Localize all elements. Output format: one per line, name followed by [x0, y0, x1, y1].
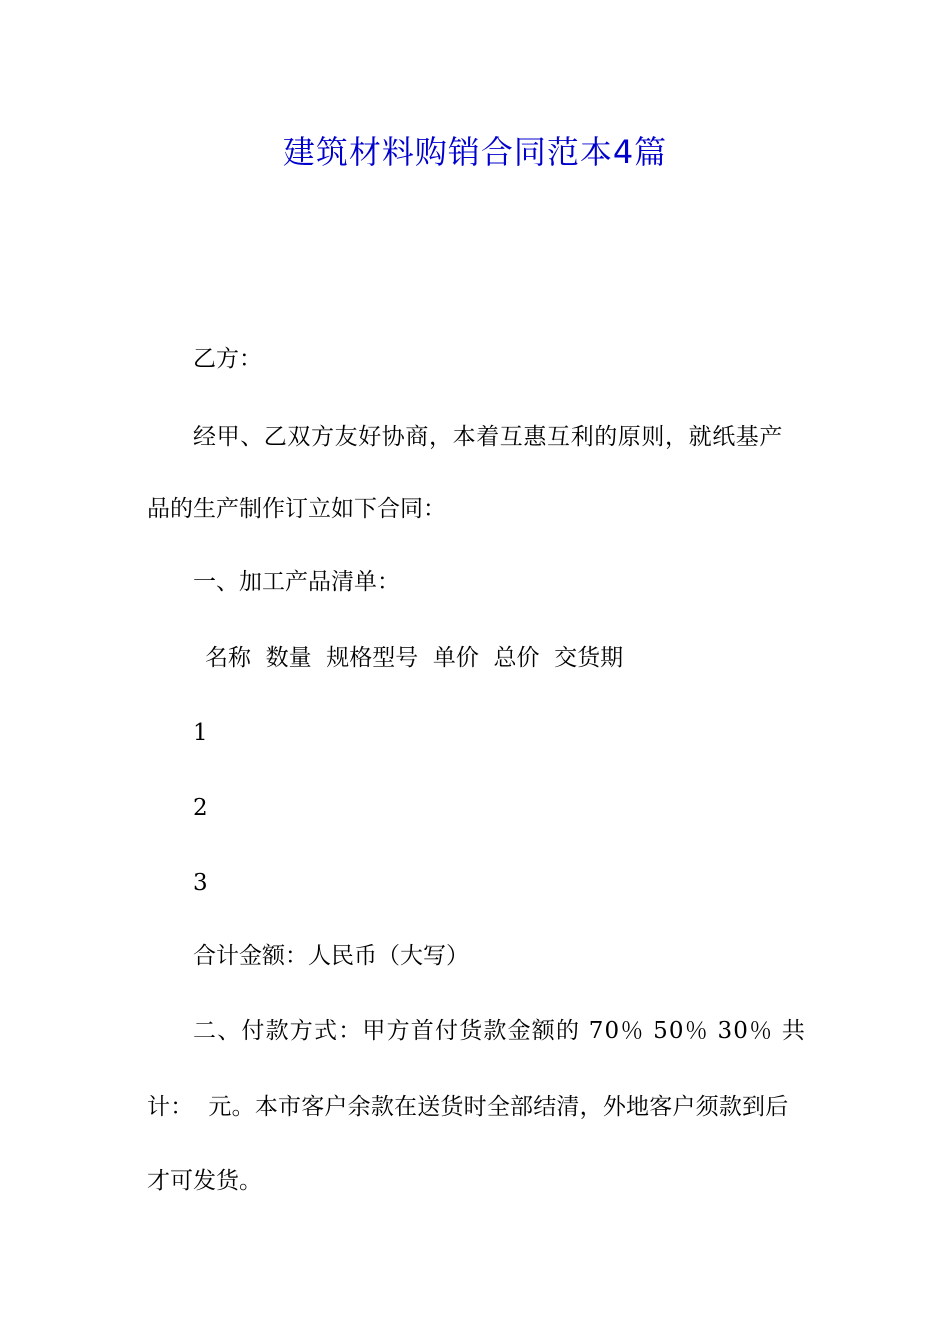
- section-2-line-3: 才可发货。: [147, 1168, 262, 1194]
- product-row-2: 2: [193, 795, 208, 821]
- product-row-3: 3: [193, 870, 208, 896]
- section-2-line-1: 二、付款方式：甲方首付货款金额的 70％ 50％ 30％ 共: [193, 1018, 807, 1044]
- intro-paragraph-line-2: 品的生产制作订立如下合同：: [147, 496, 446, 522]
- section-1-heading: 一、加工产品清单：: [193, 569, 400, 595]
- document-title: 建筑材料购销合同范本4篇: [282, 133, 668, 171]
- intro-paragraph-line-1: 经甲、乙双方友好协商，本着互惠互利的原则，就纸基产: [193, 424, 783, 450]
- party-b-label: 乙方：: [193, 346, 262, 372]
- product-table-header: 名称 数量 规格型号 单价 总价 交货期: [205, 645, 624, 671]
- product-row-1: 1: [193, 720, 208, 746]
- total-amount-label: 合计金额：人民币（大写）: [193, 943, 469, 969]
- section-2-line-2: 计： 元。本市客户余款在送货时全部结清，外地客户须款到后: [147, 1094, 789, 1120]
